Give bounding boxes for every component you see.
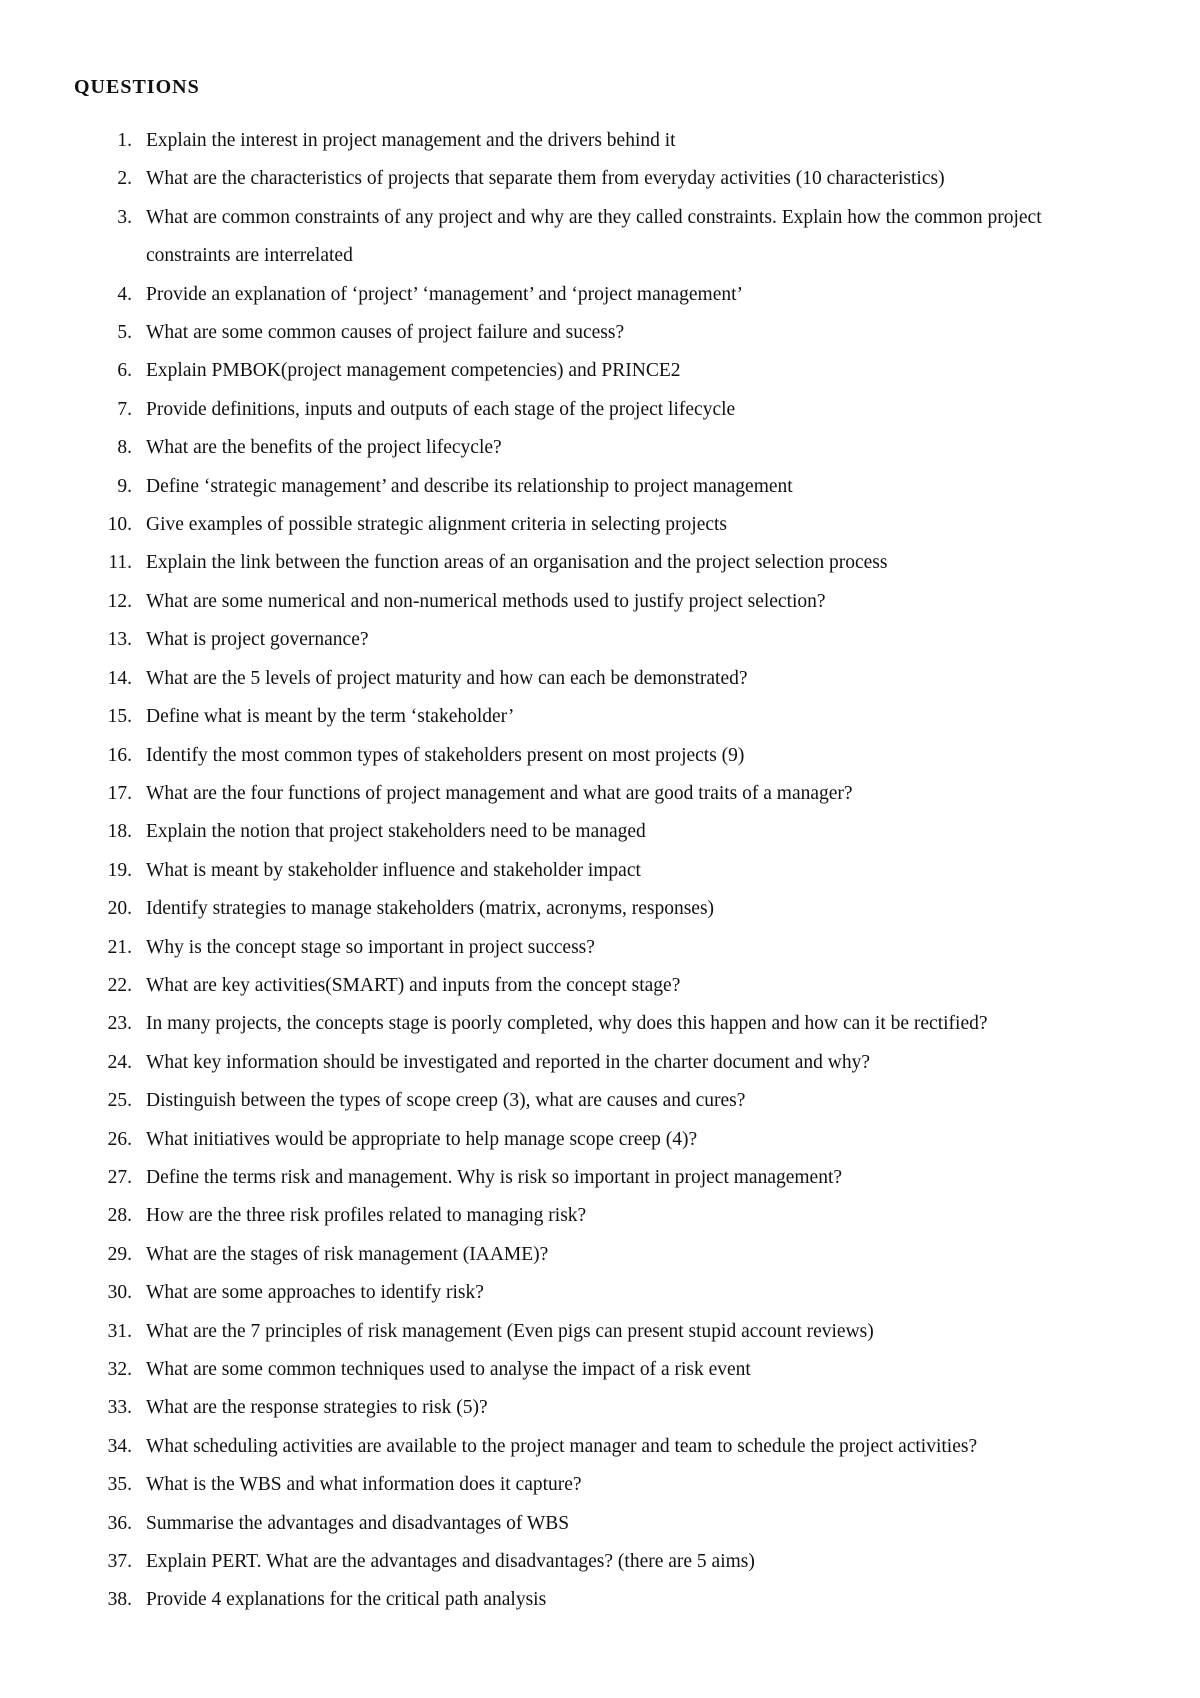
question-number: 15. bbox=[107, 706, 132, 728]
question-number: 9. bbox=[117, 475, 132, 497]
question-number: 19. bbox=[107, 859, 132, 881]
question-item bbox=[0, 1082, 1200, 1120]
question-text: Provide an explanation of ‘project’ ‘management’ and ‘project management’ bbox=[146, 283, 744, 305]
question-item bbox=[0, 506, 1200, 544]
question-text: Identify strategies to manage stakeholders (matrix, acronyms, responses) bbox=[146, 898, 715, 920]
question-item bbox=[0, 621, 1200, 659]
question-text: What are common constraints of any project and why are they called constraints. Explain how the common project constraints are interrelated bbox=[146, 206, 1042, 267]
question-number: 4. bbox=[117, 283, 132, 305]
question-text: What are some common techniques used to analyse the impact of a risk event bbox=[146, 1359, 751, 1380]
question-text: Identify the most common types of stakeholders present on most projects (9) bbox=[146, 744, 745, 766]
question-number: 13. bbox=[107, 629, 132, 651]
question-text: What are some numerical and non-numerical methods used to justify project selection? bbox=[146, 590, 826, 612]
question-text: Summarise the advantages and disadvantages of WBS bbox=[146, 1512, 570, 1534]
question-text: Explain PERT. What are the advantages and disadvantages? (there are 5 aims) bbox=[146, 1551, 755, 1573]
question-item bbox=[0, 1005, 1200, 1043]
question-item bbox=[0, 583, 1200, 621]
question-text: Distinguish between the types of scope creep (3), what are causes and cures? bbox=[146, 1090, 746, 1112]
question-text: What are the response strategies to risk (5)? bbox=[146, 1397, 488, 1419]
question-text: In many projects, the concepts stage is poorly completed, why does this happen and how can it be rectified? bbox=[146, 1013, 988, 1035]
question-text: What scheduling activities are available to the project manager and team to schedule the project activities? bbox=[146, 1435, 978, 1457]
question-number: 24. bbox=[107, 1051, 132, 1073]
question-text: Explain PMBOK(project management competencies) and PRINCE2 bbox=[146, 360, 681, 382]
question-item bbox=[0, 1428, 1200, 1466]
question-item bbox=[0, 391, 1200, 429]
question-number: 33. bbox=[107, 1397, 132, 1419]
question-item bbox=[0, 737, 1200, 775]
question-text: Define ‘strategic management’ and describe its relationship to project management bbox=[146, 475, 793, 497]
question-number: 38. bbox=[107, 1589, 132, 1611]
question-number: 3. bbox=[117, 206, 132, 228]
question-text: How are the three risk profiles related to managing risk? bbox=[146, 1205, 587, 1227]
question-number: 14. bbox=[107, 667, 132, 689]
question-item bbox=[0, 160, 1200, 198]
question-text: Define what is meant by the term ‘stakeholder’ bbox=[146, 706, 515, 728]
question-text: What are some approaches to identify risk? bbox=[146, 1282, 484, 1304]
question-text: What are the characteristics of projects that separate them from everyday activities (10 characteristics) bbox=[146, 168, 945, 190]
question-number: 18. bbox=[107, 821, 132, 843]
question-text: What is the WBS and what information does it capture? bbox=[146, 1474, 582, 1496]
question-text: What are the benefits of the project lifecycle? bbox=[146, 437, 502, 459]
question-text: What are the four functions of project management and what are good traits of a manager? bbox=[146, 782, 853, 804]
question-number: 28. bbox=[107, 1205, 132, 1227]
question-item bbox=[0, 1543, 1200, 1581]
question-text: What is project governance? bbox=[146, 629, 369, 651]
question-text: What are some common causes of project failure and sucess? bbox=[146, 322, 625, 344]
question-text: Explain the notion that project stakeholders need to be managed bbox=[146, 821, 646, 843]
question-item bbox=[0, 852, 1200, 890]
question-item bbox=[0, 1044, 1200, 1082]
question-number: 17. bbox=[107, 782, 132, 804]
question-number: 16. bbox=[107, 744, 132, 766]
question-item bbox=[0, 660, 1200, 698]
question-text: What are the 7 principles of risk management (Even pigs can present stupid account reviews) bbox=[146, 1320, 874, 1342]
question-text: Why is the concept stage so important in project success? bbox=[146, 936, 595, 958]
question-item bbox=[0, 775, 1200, 813]
question-number: 11. bbox=[108, 552, 132, 574]
question-number: 2. bbox=[117, 168, 132, 190]
question-text: What are the stages of risk management (IAAME)? bbox=[146, 1243, 549, 1265]
question-number: 20. bbox=[107, 898, 132, 920]
question-item bbox=[0, 1313, 1200, 1351]
question-item bbox=[0, 890, 1200, 928]
question-item bbox=[0, 1581, 1200, 1619]
question-number: 34. bbox=[107, 1435, 132, 1457]
question-number: 6. bbox=[117, 360, 132, 382]
question-item bbox=[0, 1466, 1200, 1504]
question-text: Provide 4 explanations for the critical path analysis bbox=[146, 1589, 547, 1611]
question-item bbox=[0, 199, 1200, 276]
question-number: 36. bbox=[107, 1512, 132, 1534]
questions-heading: QUESTIONS bbox=[74, 76, 200, 98]
question-text: What are the 5 levels of project maturity and how can each be demonstrated? bbox=[146, 667, 748, 689]
question-number: 26. bbox=[107, 1128, 132, 1150]
question-number: 7. bbox=[117, 398, 132, 420]
question-number: 32. bbox=[107, 1359, 132, 1380]
questions-list bbox=[0, 122, 1200, 1620]
question-item bbox=[0, 1351, 1200, 1389]
question-number: 27. bbox=[107, 1166, 132, 1188]
question-text: Explain the link between the function areas of an organisation and the project selection process bbox=[146, 552, 888, 574]
question-number: 12. bbox=[107, 590, 132, 612]
question-item bbox=[0, 1121, 1200, 1159]
question-number: 31. bbox=[107, 1320, 132, 1342]
question-number: 25. bbox=[107, 1090, 132, 1112]
question-text: Give examples of possible strategic alignment criteria in selecting projects bbox=[146, 514, 728, 536]
question-text: What is meant by stakeholder influence and stakeholder impact bbox=[146, 859, 641, 881]
question-item bbox=[0, 1389, 1200, 1427]
question-item bbox=[0, 122, 1200, 160]
question-text: Provide definitions, inputs and outputs of each stage of the project lifecycle bbox=[146, 398, 736, 420]
question-item bbox=[0, 429, 1200, 467]
question-text: Define the terms risk and management. Why is risk so important in project management? bbox=[146, 1166, 843, 1188]
question-text: What are key activities(SMART) and inputs from the concept stage? bbox=[146, 974, 681, 996]
question-number: 22. bbox=[107, 974, 132, 996]
question-number: 23. bbox=[107, 1013, 132, 1035]
question-item bbox=[0, 1197, 1200, 1235]
question-number: 21. bbox=[107, 936, 132, 958]
question-number: 10. bbox=[107, 514, 132, 536]
question-item bbox=[0, 1505, 1200, 1543]
question-item bbox=[0, 1159, 1200, 1197]
question-number: 5. bbox=[117, 322, 132, 344]
question-text: Explain the interest in project management and the drivers behind it bbox=[146, 130, 676, 151]
question-number: 37. bbox=[107, 1551, 132, 1573]
question-number: 8. bbox=[117, 437, 132, 459]
question-item bbox=[0, 929, 1200, 967]
question-item bbox=[0, 813, 1200, 851]
question-item bbox=[0, 544, 1200, 582]
question-item bbox=[0, 352, 1200, 390]
question-number: 29. bbox=[107, 1243, 132, 1265]
question-text: What initiatives would be appropriate to help manage scope creep (4)? bbox=[146, 1128, 698, 1150]
question-number: 35. bbox=[107, 1474, 132, 1496]
question-item bbox=[0, 967, 1200, 1005]
question-text: What key information should be investigated and reported in the charter document and why? bbox=[146, 1051, 870, 1073]
question-item bbox=[0, 1236, 1200, 1274]
question-item bbox=[0, 276, 1200, 314]
question-number: 1. bbox=[117, 130, 132, 151]
question-item bbox=[0, 468, 1200, 506]
question-item bbox=[0, 698, 1200, 736]
question-item bbox=[0, 1274, 1200, 1312]
question-item bbox=[0, 314, 1200, 352]
question-number: 30. bbox=[107, 1282, 132, 1304]
